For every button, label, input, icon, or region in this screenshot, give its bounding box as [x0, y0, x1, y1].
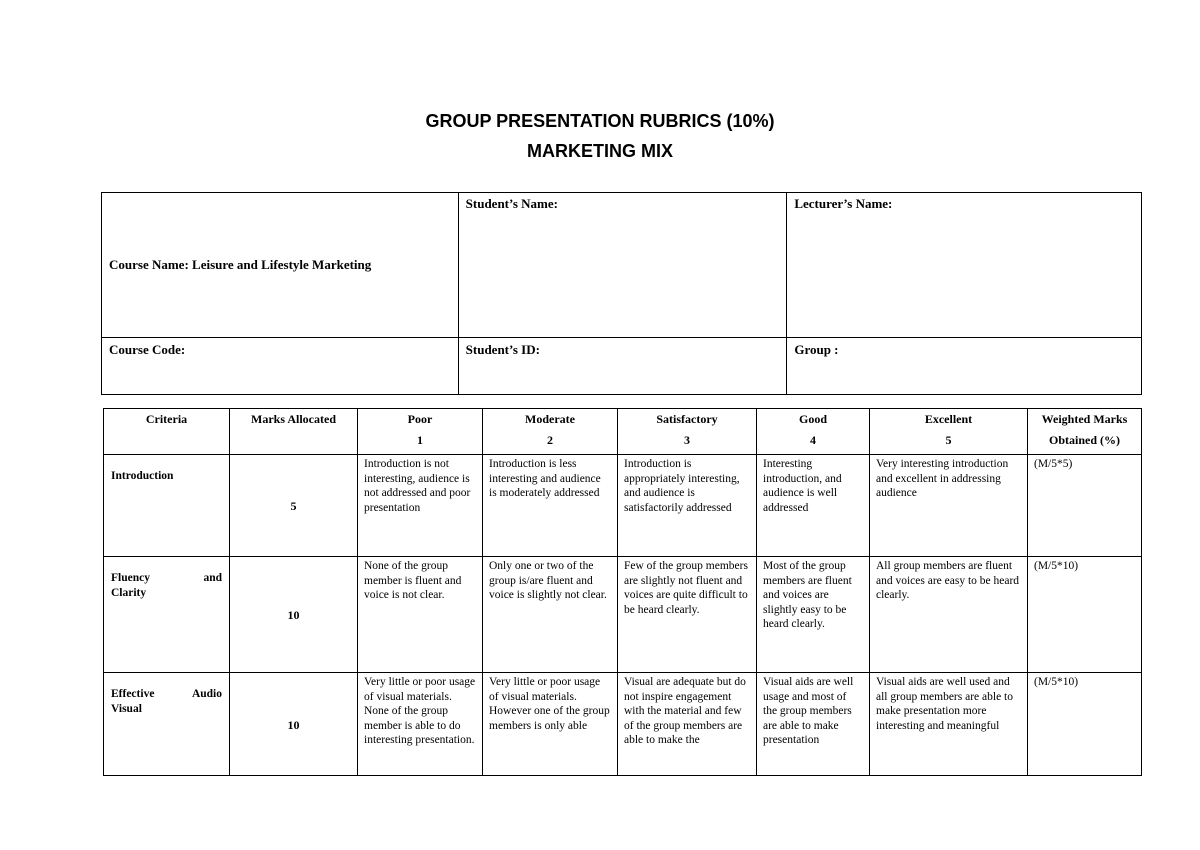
moderate-cell: Introduction is less interesting and audience is moderately addressed	[483, 455, 618, 557]
col-marks-header: Marks Allocated	[230, 409, 358, 455]
table-row	[104, 557, 1142, 673]
table-row	[104, 455, 1142, 557]
criteria-cell: Introduction	[104, 455, 230, 557]
marks-cell: 5	[230, 455, 358, 557]
col-excellent-header: Excellent 5	[870, 409, 1028, 455]
course-name-cell: Course Name: Leisure and Lifestyle Marketing	[102, 193, 459, 338]
criteria-cell: Fluency and Clarity	[104, 557, 230, 673]
col-criteria-header: Criteria	[104, 409, 230, 455]
excellent-cell: Visual aids are well used and all group members are able to make presentation more interesting and meaningful	[870, 673, 1028, 776]
page-subtitle: MARKETING MIX	[527, 141, 673, 161]
satisfactory-cell: Introduction is appropriately interesting, and audience is satisfactorily addressed	[618, 455, 757, 557]
col-satisfactory-header: Satisfactory 3	[618, 409, 757, 455]
poor-cell: Very little or poor usage of visual materials. None of the group member is able to do interesting presentation.	[358, 673, 483, 776]
weighted-cell: (M/5*10)	[1028, 557, 1142, 673]
col-good-header: Good 4	[757, 409, 870, 455]
weighted-cell: (M/5*5)	[1028, 455, 1142, 557]
poor-cell: None of the group member is fluent and voice is not clear.	[358, 557, 483, 673]
rubric-header-row	[104, 409, 1142, 455]
marks-cell: 10	[230, 557, 358, 673]
students-name-cell: Student’s Name:	[458, 193, 787, 338]
page-title: GROUP PRESENTATION RUBRICS (10%)	[425, 111, 775, 131]
info-table	[101, 192, 1142, 395]
excellent-cell: Very interesting introduction and excellent in addressing audience	[870, 455, 1028, 557]
excellent-cell: All group members are fluent and voices are easy to be heard clearly.	[870, 557, 1028, 673]
group-cell: Group :	[787, 338, 1142, 395]
good-cell: Interesting introduction, and audience is well addressed	[757, 455, 870, 557]
moderate-cell: Only one or two of the group is/are fluent and voice is slightly not clear.	[483, 557, 618, 673]
satisfactory-cell: Visual are adequate but do not inspire engagement with the material and few of the group members are able to make the	[618, 673, 757, 776]
satisfactory-cell: Few of the group members are slightly not fluent and voices are quite difficult to be heard clearly.	[618, 557, 757, 673]
rubric-table	[103, 408, 1142, 776]
table-row	[104, 673, 1142, 776]
col-weighted-header: Weighted Marks Obtained (%)	[1028, 409, 1142, 455]
criteria-cell: Effective Audio Visual	[104, 673, 230, 776]
weighted-cell: (M/5*10)	[1028, 673, 1142, 776]
poor-cell: Introduction is not interesting, audience is not addressed and poor presentation	[358, 455, 483, 557]
lecturers-name-cell: Lecturer’s Name:	[787, 193, 1142, 338]
good-cell: Most of the group members are fluent and voices are slightly easy to be heard clearly.	[757, 557, 870, 673]
col-moderate-header: Moderate 2	[483, 409, 618, 455]
students-id-cell: Student’s ID:	[458, 338, 787, 395]
moderate-cell: Very little or poor usage of visual materials. However one of the group members is only able	[483, 673, 618, 776]
marks-cell: 10	[230, 673, 358, 776]
good-cell: Visual aids are well usage and most of the group members are able to make presentation	[757, 673, 870, 776]
col-poor-header: Poor 1	[358, 409, 483, 455]
course-code-cell: Course Code:	[102, 338, 459, 395]
